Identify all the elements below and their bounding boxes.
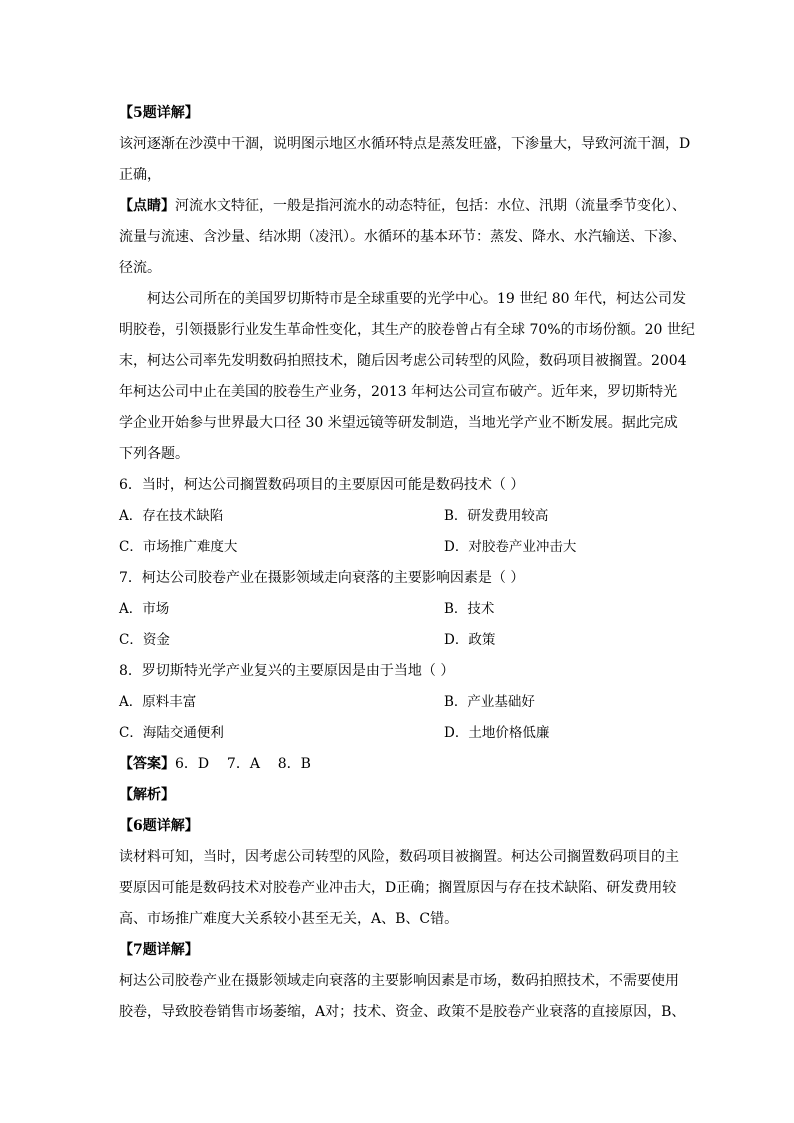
passage-line: 末，柯达公司率先发明数码拍照技术，随后因考虑公司转型的风险，数码项目被搁置。2004 [119, 353, 687, 369]
passage-line: 明胶卷，引领摄影行业发生革命性变化，其生产的胶卷曾占有全球 70%的市场份额。20 世纪 [119, 322, 695, 338]
option-c: C．海陆交通便利 [119, 725, 224, 741]
analysis-header: 【解析】 [119, 787, 175, 803]
answer-text: 6．D 7．A 8．B [175, 756, 311, 772]
passage-line: 学企业开始参与世界最大口径 30 米望远镜等研发制造，当地光学产业不断发展。据此完成 [119, 415, 678, 431]
passage-line: 柯达公司所在的美国罗切斯特市是全球重要的光学中心。19 世纪 80 年代，柯达公司发 [147, 291, 686, 307]
section-7-header: 【7题详解】 [119, 942, 199, 958]
option-b: B．研发费用较高 [444, 508, 549, 524]
answer-line [119, 749, 687, 780]
question-8-options-row [119, 687, 687, 718]
tip-label: 【点睛】 [119, 198, 175, 214]
section-6-header: 【6题详解】 [119, 818, 199, 834]
question-6-stem: 6．当时，柯达公司搁置数码项目的主要原因可能是数码技术（ ） [119, 477, 525, 493]
option-c: C．资金 [119, 632, 170, 648]
option-b: B．技术 [444, 601, 495, 617]
option-a: A．市场 [119, 601, 170, 617]
section-6-line: 要原因可能是数码技术对胶卷产业冲击大，D正确；搁置原因与存在技术缺陷、研发费用较 [119, 880, 677, 896]
section-7-line: 柯达公司胶卷产业在摄影领域走向衰落的主要影响因素是市场，数码拍照技术，不需要使用 [119, 973, 679, 989]
tip-line [119, 191, 687, 222]
passage-line: 年柯达公司中止在美国的胶卷生产业务，2013 年柯达公司宣布破产。近年来，罗切斯特光 [119, 384, 678, 400]
section-5-line: 正确， [119, 167, 161, 183]
section-7-line: 胶卷，导致胶卷销售市场萎缩，A对；技术、资金、政策不是胶卷产业衰落的直接原因，B、 [119, 1004, 686, 1020]
tip-text: 河流水文特征，一般是指河流水的动态特征，包括：水位、汛期（流量季节变化）、 [175, 198, 686, 214]
option-d: D．土地价格低廉 [444, 725, 550, 741]
option-a: A．存在技术缺陷 [119, 508, 224, 524]
question-8-stem: 8．罗切斯特光学产业复兴的主要原因是由于当地（ ） [119, 663, 455, 679]
section-6-line: 高、市场推广难度大关系较小甚至无关，A、B、C错。 [119, 911, 459, 927]
section-5-header: 【5题详解】 [119, 105, 199, 121]
question-7-options-row [119, 594, 687, 625]
section-6-line: 读材料可知，当时，因考虑公司转型的风险，数码项目被搁置。柯达公司搁置数码项目的主 [119, 849, 679, 865]
question-6-options-row [119, 501, 687, 532]
option-a: A．原料丰富 [119, 694, 197, 710]
passage-line: 下列各题。 [119, 446, 189, 462]
section-5-line: 该河逐渐在沙漠中干涸，说明图示地区水循环特点是蒸发旺盛，下渗量大，导致河流干涸，D [119, 136, 691, 152]
document-page [119, 98, 695, 1028]
question-6-options-row [119, 532, 687, 563]
option-d: D．对胶卷产业冲击大 [444, 539, 577, 555]
tip-line: 流量与流速、含沙量、结冰期（凌汛）。水循环的基本环节：蒸发、降水、水汽输送、下渗、 [119, 229, 686, 245]
question-7-options-row [119, 625, 687, 656]
option-b: B．产业基础好 [444, 694, 535, 710]
tip-line: 径流。 [119, 260, 161, 276]
answer-label: 【答案】 [119, 756, 175, 772]
option-c: C．市场推广难度大 [119, 539, 238, 555]
option-d: D．政策 [444, 632, 496, 648]
question-7-stem: 7．柯达公司胶卷产业在摄影领域走向衰落的主要影响因素是（ ） [119, 570, 525, 586]
question-8-options-row [119, 718, 687, 749]
